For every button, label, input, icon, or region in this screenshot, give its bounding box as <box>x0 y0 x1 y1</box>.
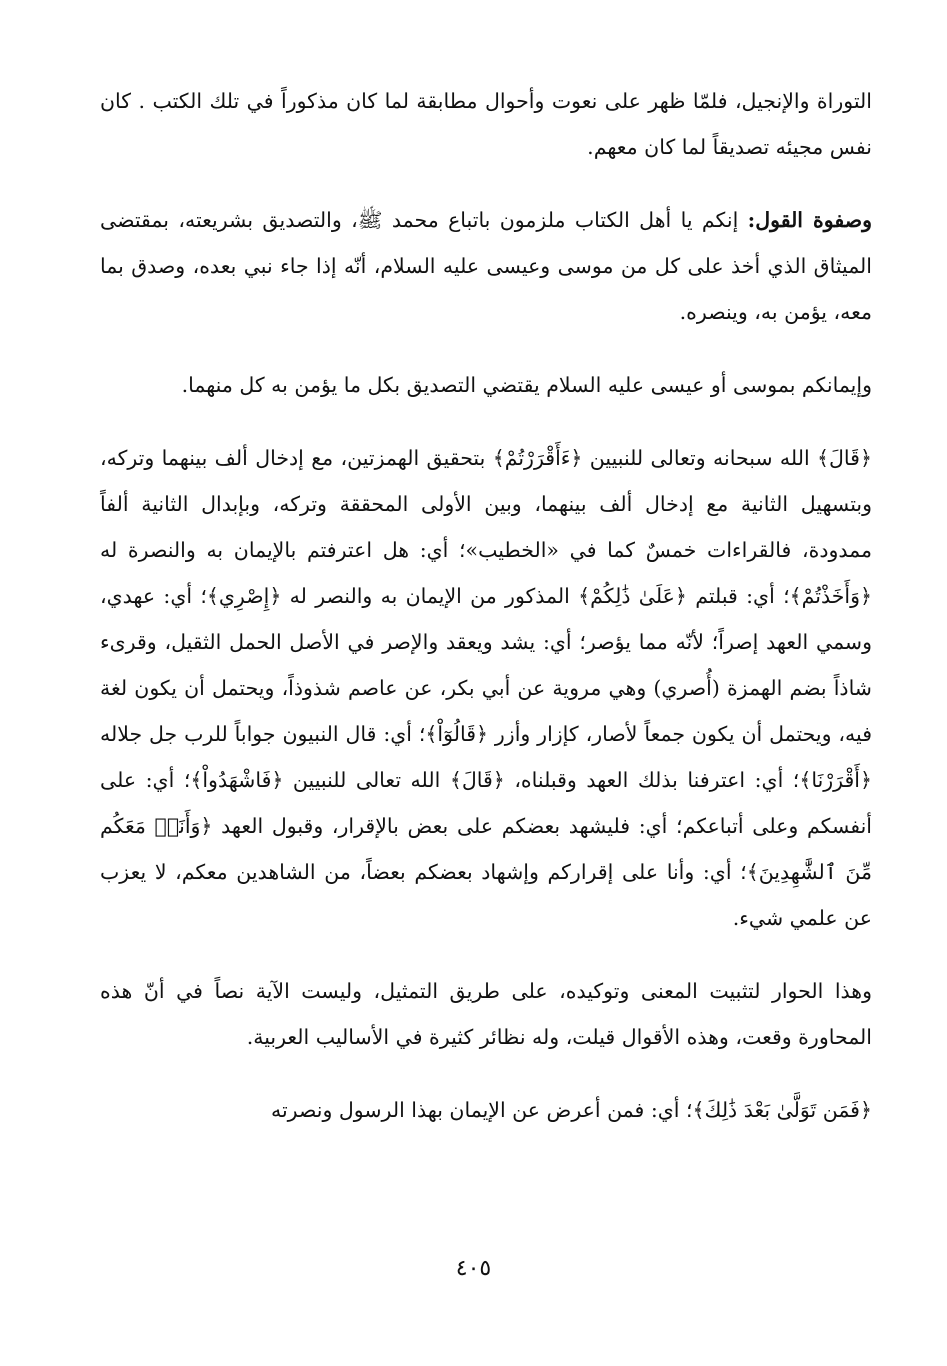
paragraph-4-text: ﴿قَالَ﴾ الله سبحانه وتعالى للنبيين ﴿ءَأَقْرَرْتُمْ﴾ بتحقيق الهمزتين، مع إدخال ألف بينهما وتركه، وبتسهيل الثانية مع إدخال ألف بينهما، وبين الأولى المحققة وتركه، وبإبدال الثانية ألفاً ممدودة، فالقراءات خمسٌ كما في «الخطيب»؛ أي: هل اعترفتم بالإيمان به والنصرة له ﴿وَأَخَذْتُمْ﴾؛ أي: قبلتم ﴿عَلَىٰ ذَٰلِكُمْ﴾ المذكور من الإيمان به والنصر له ﴿إِصْرِي﴾؛ أي: عهدي، وسمي العهد إصراً؛ لأنّه مما يؤصر؛ أي: يشد ويعقد والإصر في الأصل الحمل الثقيل، وقرىء شاذاً بضم الهمزة (أُصري) وهي مروية عن أبي بكر، عن عاصم شذوذاً، ويحتمل أن يكون لغة فيه، ويحتمل أن يكون جمعاً لأصار، كإزار وأزر ﴿قَالُوٓاْ﴾؛ أي: قال النبيون جواباً للرب جل جلاله ﴿أَقْرَرْنَا﴾؛ أي: اعترفنا بذلك العهد وقبلناه، ﴿قَالَ﴾ الله تعالى للنبيين ﴿فَاشْهَدُواْ﴾؛ أي: على أنفسكم وعلى أتباعكم؛ أي: فليشهد بعضكم على بعض بالإقرار، وقبول العهد ﴿وَأَنَا۠ مَعَكُم مِّنَ ٱلشَّٰهِدِينَ﴾؛ أي: وأنا على إقراركم وإشهاد بعضكم بعضاً، من الشاهدين معكم، لا يعزب عن علمي شيء. <box>100 446 872 930</box>
paragraph-3-text: وإيمانكم بموسى أو عيسى عليه السلام يقتضي التصديق بكل ما يؤمن به كل منهما. <box>181 373 872 397</box>
paragraph-1 <box>100 78 872 170</box>
paragraph-1-text: التوراة والإنجيل، فلمّا ظهر على نعوت وأحوال مطابقة لما كان مذكوراً في تلك الكتب . كان نفس مجيئه تصديقاً لما كان معهم. <box>100 89 872 159</box>
paragraph-5 <box>100 968 872 1060</box>
paragraph-5-text: وهذا الحوار لتثبيت المعنى وتوكيده، على طريق التمثيل، وليست الآية نصاً في أنّ هذه المحاورة وقعت، وهذه الأقوال قيلت، وله نظائر كثيرة في الأساليب العربية. <box>100 979 872 1049</box>
paragraph-6-text: ﴿فَمَن تَوَلَّىٰ بَعْدَ ذَٰلِكَ﴾؛ أي: فمن أعرض عن الإيمان بهذا الرسول ونصرته <box>270 1098 872 1122</box>
page-body <box>100 78 872 1278</box>
paragraph-4 <box>100 435 872 941</box>
page-number: ٤٠٥ <box>455 1256 492 1281</box>
paragraph-6 <box>100 1087 872 1133</box>
paragraph-2 <box>100 197 872 335</box>
paragraph-2-text: إنكم يا أهل الكتاب ملزمون باتباع محمد ﷺ، والتصديق بشريعته، بمقتضى الميثاق الذي أخذ على كل من موسى وعيسى عليه السلام، أنّه إذا جاء نبي بعده، وصدق بما معه، يؤمن به، وينصره. <box>100 208 872 324</box>
paragraph-3 <box>100 362 872 408</box>
paragraph-2-lead: وصفوة القول: <box>747 208 872 232</box>
